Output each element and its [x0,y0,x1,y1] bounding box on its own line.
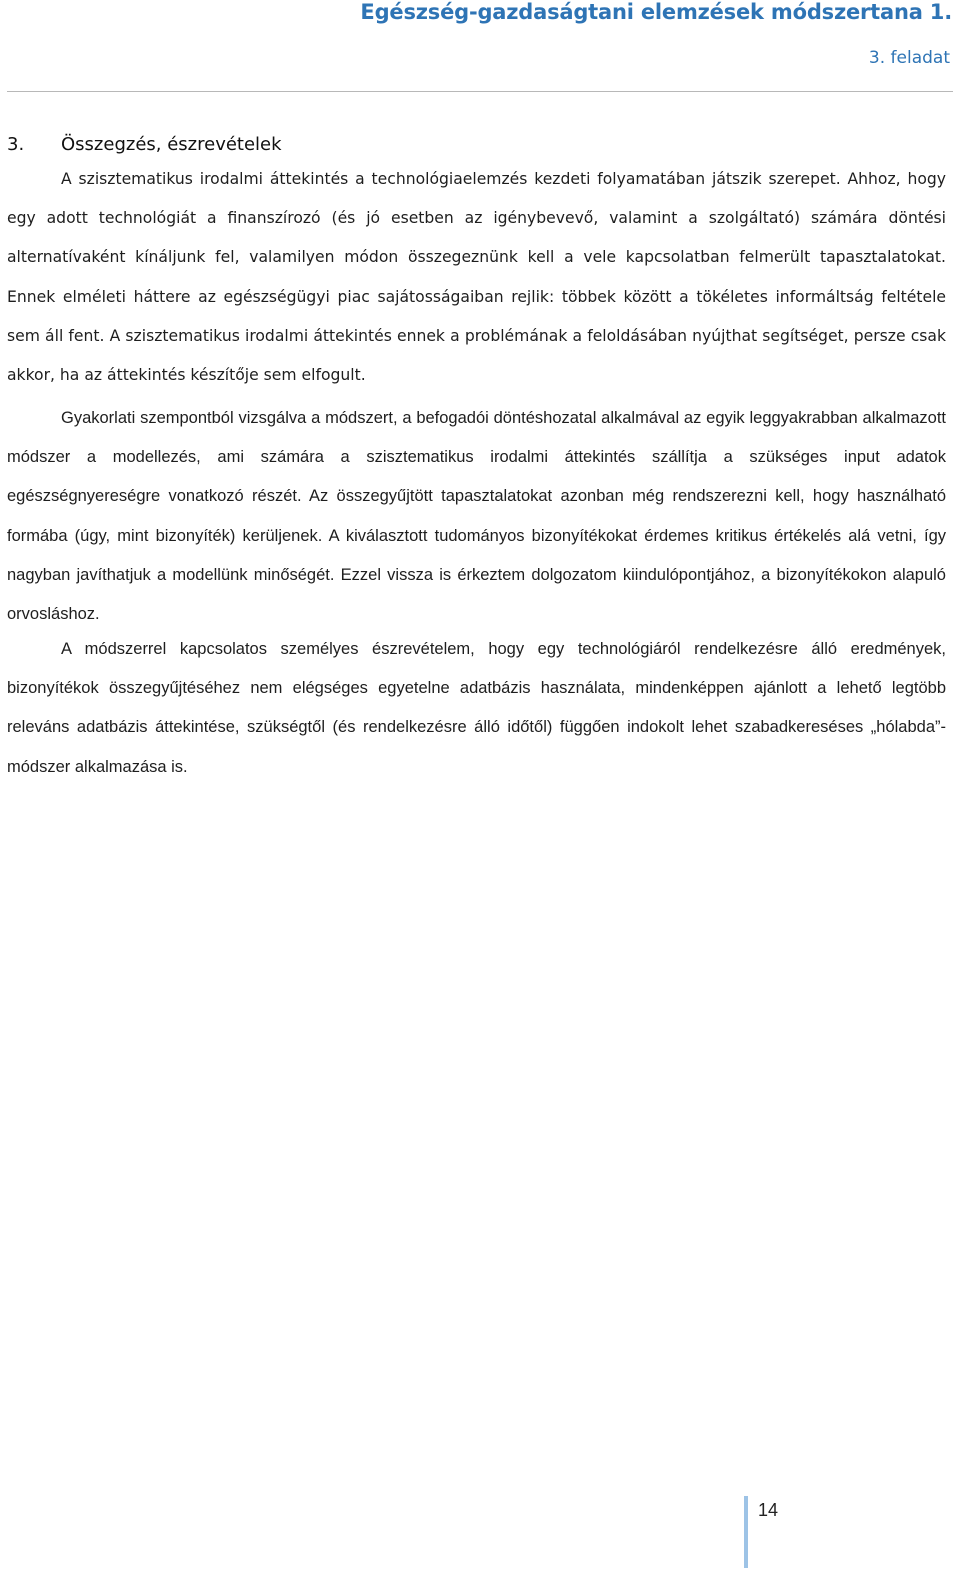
paragraph-personal: A módszerrel kapcsolatos személyes észrevételem, hogy egy technológiáról rendelkezésre álló eredmények, bizonyítékok összegyűjtéséhez nem elégséges egyetelne adatbázis használata, mindenképpen ajánlott a lehető legtöbb releváns adatbázis áttekintése, szükségtől (és rendelkezésre álló időtől) függően indokolt lehet szabadkereséses „hólabda”-módszer alkalmazása is. [7,640,946,776]
section-number: 3. [7,134,25,155]
page-number-bar [744,1496,748,1568]
section-heading [7,134,282,155]
header-divider [7,91,953,92]
paragraph-summary: A szisztematikus irodalmi áttekintés a technológiaelemzés kezdeti folyamatában játszik szerepet. Ahhoz, hogy egy adott technológiát a finanszírozó (és jó esetben az igénybevevő, valamint a szolgáltató) számára döntési alternatívaként kínáljunk fel, valamilyen módon összegeznünk kell a vele kapcsolatban felmerült tapasztalatokat. Ennek elméleti háttere az egészségügyi piac sajátosságaiban rejlik: többek között a tökéletes informáltság feltétele sem áll fent. A szisztematikus irodalmi áttekintés ennek a problémának a feloldásában nyújthat segítséget, persze csak akkor, ha az áttekintés készítője sem elfogult. [7,170,946,385]
section-title: Összegzés, észrevételek [61,134,282,155]
paragraph-practical: Gyakorlati szempontból vizsgálva a módszert, a befogadói döntéshozatal alkalmával az egyik leggyakrabban alkalmazott módszer a modellezés, ami számára a szisztematikus irodalmi áttekintés szállítja a szükséges input adatok egészségnyereségre vonatkozó részét. Az összegyűjtött tapasztalatokat azonban még rendszerezni kell, hogy használható formába (úgy, mint bizonyíték) kerüljenek. A kiválasztott tudományos bizonyítékokat érdemes kritikus értékelés alá vetni, így nagyban javíthatjuk a modellünk minőségét. Ezzel vissza is érkeztem dolgozatom kiindulópontjához, a bizonyítékokon alapuló orvosláshoz. [7,409,946,624]
running-header-title: Egészség-gazdaságtani elemzések módszertana 1. [360,0,952,24]
running-header-subtitle: 3. feladat [868,48,950,68]
page-number: 14 [758,1500,779,1520]
